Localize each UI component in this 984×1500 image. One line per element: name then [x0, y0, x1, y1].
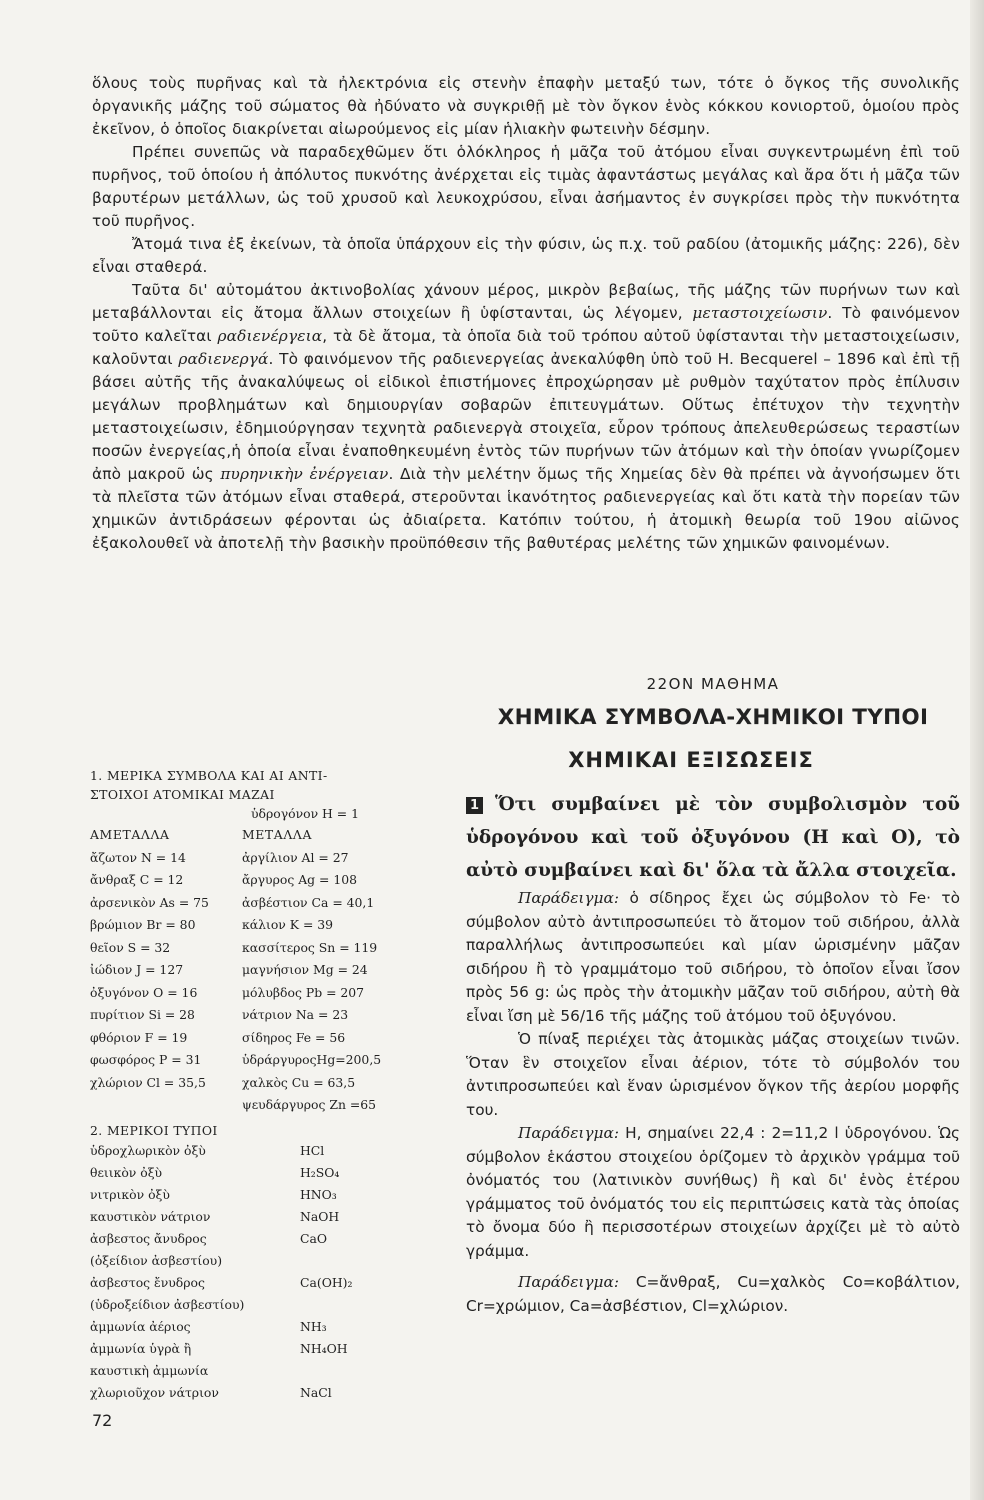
example-label: Παράδειγμα: — [518, 889, 619, 907]
page-edge — [970, 0, 984, 1500]
term-radienerga: ραδιενεργά — [178, 350, 269, 368]
text-run: , τὰ δὲ ἄτομα, τὰ ὁποῖα διὰ τοῦ τρόπου αὐτοῦ ὑφίστανται τὴν μεταστοιχείωσιν, καλοῦνται — [92, 327, 961, 368]
metals-column — [242, 824, 460, 1117]
intro-text — [92, 72, 960, 555]
formula-value: NaOH — [300, 1208, 340, 1224]
formula-names-column — [90, 1140, 300, 1404]
example-label: Παράδειγμα: — [518, 1124, 619, 1142]
formula-value — [300, 1250, 450, 1272]
metal-entry: χαλκὸς Cu = 63,5 — [242, 1074, 356, 1090]
metal-entry: μαγνήσιον Mg = 24 — [242, 962, 368, 977]
metals-header: ΜΕΤΑΛΛΑ — [242, 827, 312, 842]
formula-name: θειικὸν ὀξὺ — [90, 1164, 163, 1180]
formula-name: ὑδροχλωρικὸν ὀξὺ — [90, 1142, 206, 1158]
lesson-number: 22ΟΝ ΜΑΘΗΜΑ — [646, 675, 780, 693]
metal-entry: κάλιον K = 39 — [242, 917, 334, 932]
formula-value: NH₃ — [300, 1318, 327, 1334]
symbols-heading-line: 1. ΜΕΡΙΚΑ ΣΥΜΒΟΛΑ ΚΑΙ ΑΙ ΑΝΤΙ- — [90, 768, 328, 783]
example-label: Παράδειγμα: — [518, 1273, 619, 1291]
formula-value — [300, 1360, 450, 1382]
metal-entry: ψευδάργυρος Zn =65 — [242, 1097, 377, 1112]
nonmetal-entry: βρώμιον Br = 80 — [90, 917, 196, 932]
nonmetal-entry: ὀξυγόνον O = 16 — [90, 984, 198, 1000]
nonmetal-entry: ἀρσενικὸν As = 75 — [90, 894, 209, 910]
page-number: 72 — [92, 1411, 113, 1430]
formula-name: νιτρικὸν ὀξὺ — [90, 1186, 170, 1202]
text-run: H, σημαίνει 22,4 : 2=11,2 l ὑδρογόνου. Ὡς σύμβολον ἑκάστου στοιχείου ὁρίζομεν τὸ ἀρχικὸν γράμμα τοῦ ὀνόματός του (λατινικὸν συνήθως) ἢ καὶ δι' ἑνὸς ἑτέρου γράμματος τοῦ ὀνόματός του εἰς περιπτώσεις κατὰ τὰς ὁποίας τὸ ὄνομα δύο ἢ περισσοτέρων στοιχείων ἀρχίζει μὲ τὸ αὐτὸ γράμμα. — [466, 1124, 961, 1260]
spacer — [466, 1263, 960, 1271]
metal-entry: νάτριον Na = 23 — [242, 1007, 349, 1022]
formula-name: καυστικὸν νάτριον — [90, 1208, 211, 1224]
metal-entry: ἀσβέστιον Ca = 40,1 — [242, 894, 375, 910]
table-note-paragraph: Ὁ πίναξ περιέχει τὰς ἀτομικὰς μάζας στοιχείων τινῶν. Ὅταν ἓν στοιχεῖον εἶναι ἀέριον, τότε τὸ σύμβολόν του ἀντιπροσωπεύει καὶ ἕναν ὡρισμένον ὄγκον τῆς ἀερίου μορφῆς του. — [466, 1030, 960, 1119]
nonmetal-entry: ἄζωτον N = 14 — [90, 849, 186, 865]
nonmetal-entry: φωσφόρος P = 31 — [90, 1052, 202, 1067]
formula-name: (ὑδροξείδιον ἀσβεστίου) — [90, 1296, 245, 1312]
nonmetal-entry: ἰώδιον J = 127 — [90, 962, 184, 977]
term-pyrinike-energeia: πυρηνικὴν ἐνέργειαν — [220, 465, 389, 483]
right-column-text — [466, 788, 960, 1318]
formula-name: ἀσβεστος ἔνυδρος — [90, 1274, 205, 1290]
nonmetal-entry: ἄνθραξ C = 12 — [90, 872, 184, 887]
intro-paragraph-2: Πρέπει συνεπῶς νὰ παραδεχθῶμεν ὅτι ὁλόκληρος ἡ μᾶζα τοῦ ἀτόμου εἶναι συγκεντρωμένη ἐπὶ τοῦ πυρῆνος, τοῦ ὁποίου ἡ ἀπόλυτος πυκνότης ἀνέρχεται εἰς τιμὰς ἀφαντάστως μεγάλας καὶ ἄρα ὅτι ἡ μᾶζα τῶν βαρυτέρων μετάλλων, ὡς τοῦ χρυσοῦ καὶ λευκοχρύσου, εἶναι ἀσήμαντος ἐν συγκρίσει πρὸς τὴν πυκνότητα τοῦ πυρῆνος. — [92, 143, 960, 230]
lesson-rule-text: Ὅτι συμβαίνει μὲ τὸν συμβολισμὸν τοῦ ὑδρογόνου καὶ τοῦ ὀξυγόνου (H καὶ O), τὸ αὐτὸ συμβαίνει καὶ δι' ὅλα τὰ ἄλλα στοιχεῖα. — [466, 794, 960, 881]
metal-entry: ἄργυρος Ag = 108 — [242, 872, 358, 887]
formula-name: (ὀξείδιον ἀσβεστίου) — [90, 1252, 223, 1268]
term-metastoicheiosis: μεταστοιχείωσιν — [692, 304, 828, 322]
formula-name: ἀσβεστος ἄνυδρος — [90, 1230, 207, 1246]
symbols-heading — [90, 766, 460, 804]
formula-value: H₂SO₄ — [300, 1164, 340, 1180]
metal-entry: ὑδράργυροςHg=200,5 — [242, 1052, 382, 1067]
example-paragraph-3 — [466, 1271, 960, 1318]
formula-name: ἀμμωνία ὑγρὰ ἢ — [90, 1340, 192, 1356]
symbols-heading-line: ΣΤΟΙΧΟΙ ΑΤΟΜΙΚΑΙ ΜΑΖΑΙ — [90, 787, 275, 802]
formula-values-column — [300, 1140, 450, 1404]
lesson-rule — [466, 788, 960, 887]
formula-value: HCl — [300, 1142, 325, 1158]
text-run: C=ἄνθραξ, Cu=χαλκὸς Co=κοβάλτιον, Cr=χρώμιον, Ca=ἀσβέστιον, Cl=χλώριον. — [466, 1273, 960, 1315]
text-run: . Διὰ τὴν μελέτην ὅμως τῆς Χημείας δὲν θὰ πρέπει νὰ ἀγνοήσωμεν ὅτι τὰ πλεῖστα τῶν ἀτόμων εἶναι σταθερά, στεροῦνται ἱκανότητος ραδιενεργείας καὶ ὅτι κατὰ τὴν πορείαν τῶν χημικῶν ἀντιδράσεων φέρονται ὡς ἀδιαίρετα. Κατόπιν τούτου, ἡ ἀτομικὴ θεωρία τοῦ 19ου αἰῶνος ἐξακολουθεῖ νὰ ἀποτελῇ τὴν βασικὴν προϋπόθεσιν τῆς βαθυτέρας μελέτης τῶν χημικῶν φαινομένων. — [92, 465, 961, 552]
symbols-table-section — [90, 766, 460, 1404]
nonmetal-entry: φθόριον F = 19 — [90, 1029, 188, 1045]
term-radienergeia: ραδιενέργεια — [217, 327, 323, 345]
metal-entry: κασσίτερος Sn = 119 — [242, 939, 378, 955]
intro-paragraph-1: ὅλους τοὺς πυρῆνας καὶ τὰ ἠλεκτρόνια εἰς στενὴν ἐπαφὴν μεταξύ των, τότε ὁ ὄγκος τῆς συνολικῆς ὀργανικῆς μάζης τοῦ σώματος θὰ ἠδύνατο νὰ συγκριθῇ μὲ τὸν ὄγκον ἑνὸς κόκκου κονιορτοῦ, ὁμοίου πρὸς ἐκεῖνον, ὁ ὁποῖος διακρίνεται αἰωρούμενος εἰς μίαν ἡλιακὴν φωτεινὴν δέσμην. — [92, 74, 960, 138]
formula-name: ἀμμωνία ἀέριος — [90, 1318, 191, 1334]
hydrogen-entry: ὑδρογόνον H = 1 — [250, 806, 359, 821]
lesson-title: ΧΗΜΙΚΑ ΣΥΜΒΟΛΑ-ΧΗΜΙΚΟΙ ΤΥΠΟΙ — [497, 705, 929, 730]
formula-value — [300, 1294, 450, 1316]
formula-value: CaO — [300, 1230, 328, 1246]
formula-name: χλωριοῦχον νάτριον — [90, 1384, 219, 1400]
lesson-subtitle: ΧΗΜΙΚΑΙ ΕΞΙΣΩΣΕΙΣ — [568, 748, 814, 772]
metal-entry: ἀργίλιον Al = 27 — [242, 849, 349, 865]
nonmetals-column — [90, 824, 242, 1117]
metal-entry: μόλυβδος Pb = 207 — [242, 984, 365, 1000]
symbols-columns — [90, 824, 460, 1117]
text-run: ὁ σίδηρος ἔχει ὡς σύμβολον τὸ Fe· τὸ σύμβολον αὐτὸ ἀντιπροσωπεύει τὸ ἄτομον τοῦ σιδήρου, ἀλλὰ παραλλήλως ἀντιπροσωπεύει καὶ μίαν ὡρισμένην μᾶζαν σιδήρου ἢ τὸ γραμμάτομο τοῦ σιδήρου, τὸ ὁποῖον εἶναι ἴσον πρὸς 56 g: ὡς πρὸς τὴν ἀτομικὴν μᾶζαν τοῦ σιδήρου, αὐτὴ θὰ εἶναι ἴση μὲ 56/16 τῆς μάζης τοῦ ἀτόμου τοῦ ὀξυγόνου. — [466, 889, 960, 1025]
formula-value: NaCl — [300, 1384, 332, 1400]
intro-paragraph-4 — [92, 279, 960, 555]
formula-value: NH₄OH — [300, 1340, 348, 1356]
formula-value: HNO₃ — [300, 1186, 337, 1202]
example-paragraph-2 — [466, 1122, 960, 1263]
nonmetal-entry: πυρίτιον Si = 28 — [90, 1007, 195, 1022]
nonmetal-entry: θεῖον S = 32 — [90, 939, 171, 955]
formula-value: Ca(OH)₂ — [300, 1274, 353, 1290]
text-run: Ταῦτα δι' αὐτομάτου ἀκτινοβολίας χάνουν μέρος, μικρὸν βεβαίως, τῆς μάζης τῶν πυρήνων των καὶ μεταβάλλονται εἰς ἄτομα ἄλλων στοιχείων ἢ ὑφίστανται, ὡς λέγομεν, — [92, 281, 960, 322]
intro-paragraph-3: Ἄτομά τινα ἐξ ἐκείνων, τὰ ὁποῖα ὑπάρχουν εἰς τὴν φύσιν, ὡς π.χ. τοῦ ραδίου (ἀτομικῆς μάζης: 226), δὲν εἶναι σταθερά. — [92, 235, 960, 276]
section-bullet: 1 — [466, 797, 483, 814]
nonmetal-entry: χλώριον Cl = 35,5 — [90, 1074, 206, 1090]
text-run: . Τὸ φαινόμενον τοῦτο καλεῖται — [92, 304, 961, 345]
formulas-table — [90, 1140, 460, 1404]
text-run: . Τὸ φαινόμενον τῆς ραδιενεργείας ἀνεκαλύφθη ὑπὸ τοῦ H. Becquerel – 1896 καὶ ἐπὶ τῇ βάσει αὐτῆς τῆς ἀνακαλύψεως οἱ εἰδικοὶ ἐπιστήμονες ἐπροχώρησαν μὲ ρυθμὸν ταχύτατον πρὸς ἐπίλυσιν μεγάλων προβλημάτων καὶ δημιουργίαν σοβαρῶν ἐπιτευγμάτων. Οὕτως ἐπέτυχον τὴν τεχνητὴν μεταστοιχείωσιν, ἐδημιούργησαν τεχνητὰ ραδιενεργὰ στοιχεῖα, εὗρον τρόπους ἀπελευθερώσεως τεραστίων ποσῶν ἐνεργείας,ἡ ὁποία εἶναι ἐναποθηκευμένη ἐντὸς τῶν πυρήνων τῶν ἀτόμων καὶ τὴν ὁποίαν γνωρίζομεν ἀπὸ μακροῦ ὡς — [92, 350, 960, 483]
formula-name: καυστικὴ ἀμμωνία — [90, 1362, 209, 1378]
example-paragraph-1 — [466, 887, 960, 1028]
formulas-heading: 2. ΜΕΡΙΚΟΙ ΤΥΠΟΙ — [90, 1122, 218, 1138]
metal-entry: σίδηρος Fe = 56 — [242, 1029, 346, 1045]
nonmetals-header: ΑΜΕΤΑΛΛΑ — [90, 827, 170, 842]
